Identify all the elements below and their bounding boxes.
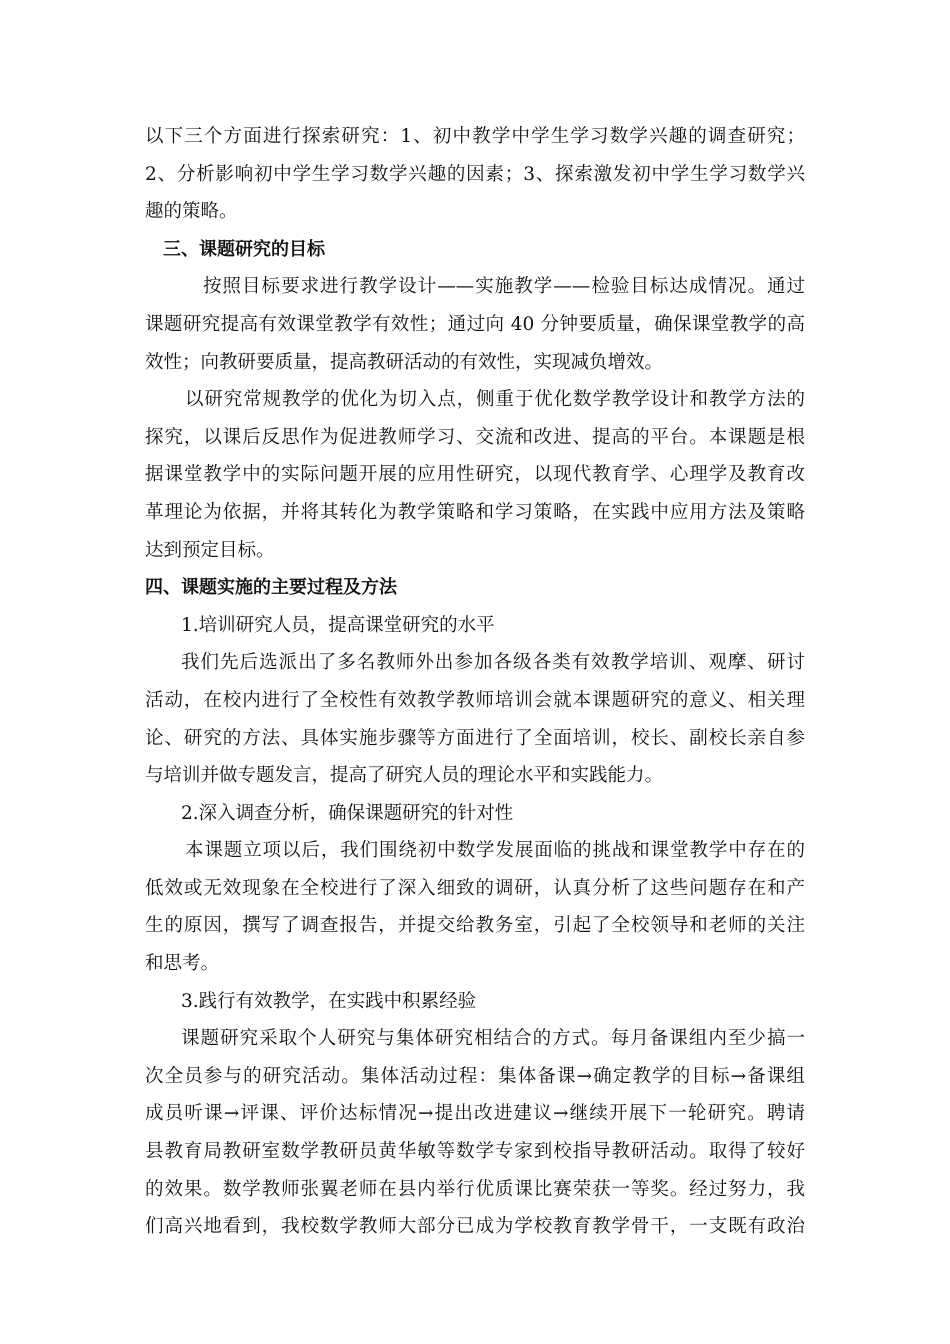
paragraph-line: 效性；向教研要质量，提高教研活动的有效性，实现减负增效。 — [145, 351, 664, 373]
paragraph-line: 低效或无效现象在全校进行了深入细致的调研，认真分析了这些问题存在和产 — [145, 877, 805, 899]
paragraph-line: 以研究常规教学的优化为切入点，侧重于优化数学教学设计和教学方法的 — [185, 389, 805, 411]
paragraph-line: 和思考。 — [145, 953, 220, 975]
paragraph-line: 课题研究提高有效课堂教学有效性；通过向 40 分钟要质量，确保课堂教学的高 — [145, 313, 805, 335]
subsection-heading-3: 3.践行有效教学，在实践中积累经验 — [181, 990, 477, 1012]
paragraph-line: 生的原因，撰写了调查报告，并提交给教务室，引起了全校领导和老师的关注 — [145, 915, 805, 937]
paragraph-line: 与培训并做专题发言，提高了研究人员的理论水平和实践能力。 — [145, 765, 664, 787]
paragraph-line: 达到预定目标。 — [145, 539, 275, 561]
paragraph-line: 成员听课→评课、评价达标情况→提出改进建议→继续开展下一轮研究。聘请 — [145, 1103, 805, 1125]
paragraph-line: 县教育局教研室数学教研员黄华敏等数学专家到校指导教研活动。取得了较好 — [145, 1141, 805, 1163]
section-heading-3: 三、课题研究的目标 — [163, 238, 325, 260]
paragraph-line: 课题研究采取个人研究与集体研究相结合的方式。每月备课组内至少搞一 — [181, 1028, 805, 1050]
section-heading-4: 四、课题实施的主要过程及方法 — [145, 577, 397, 599]
paragraph-line: 们高兴地看到，我校数学教师大部分已成为学校教育教学骨干，一支既有政治 — [145, 1216, 805, 1238]
paragraph-line: 据课堂教学中的实际问题开展的应用性研究，以现代教育学、心理学及教育改 — [145, 464, 805, 486]
document-body — [145, 118, 805, 1246]
paragraph-line: 按照目标要求进行教学设计——实施教学——检验目标达成情况。通过 — [203, 276, 805, 298]
paragraph-line: 趣的策略。 — [145, 201, 238, 223]
subsection-heading-1: 1.培训研究人员，提高课堂研究的水平 — [181, 614, 495, 636]
paragraph-line: 以下三个方面进行探索研究：1、初中教学中学生学习数学兴趣的调查研究； — [145, 126, 805, 147]
subsection-heading-2: 2.深入调查分析，确保课题研究的针对性 — [181, 802, 514, 824]
paragraph-line: 革理论为依据，并将其转化为教学策略和学习策略，在实践中应用方法及策略 — [145, 501, 805, 523]
paragraph-line: 活动，在校内进行了全校性有效教学教师培训会就本课题研究的意义、相关理 — [145, 689, 805, 711]
paragraph-line: 我们先后选派出了多名教师外出参加各级各类有效教学培训、观摩、研讨 — [181, 652, 805, 674]
paragraph-line: 论、研究的方法、具体实施步骤等方面进行了全面培训，校长、副校长亲自参 — [145, 727, 805, 749]
paragraph-line: 的效果。数学教师张翼老师在县内举行优质课比赛荣获一等奖。经过努力，我 — [145, 1178, 805, 1200]
paragraph-line: 本课题立项以后，我们围绕初中数学发展面临的挑战和课堂教学中存在的 — [185, 840, 805, 862]
paragraph-line: 探究，以课后反思作为促进教师学习、交流和改进、提高的平台。本课题是根 — [145, 426, 805, 448]
paragraph-line: 次全员参与的研究活动。集体活动过程：集体备课→确定教学的目标→备课组 — [145, 1065, 805, 1087]
paragraph-line: 2、分析影响初中学生学习数学兴趣的因素；3、探索激发初中学生学习数学兴 — [145, 163, 805, 185]
